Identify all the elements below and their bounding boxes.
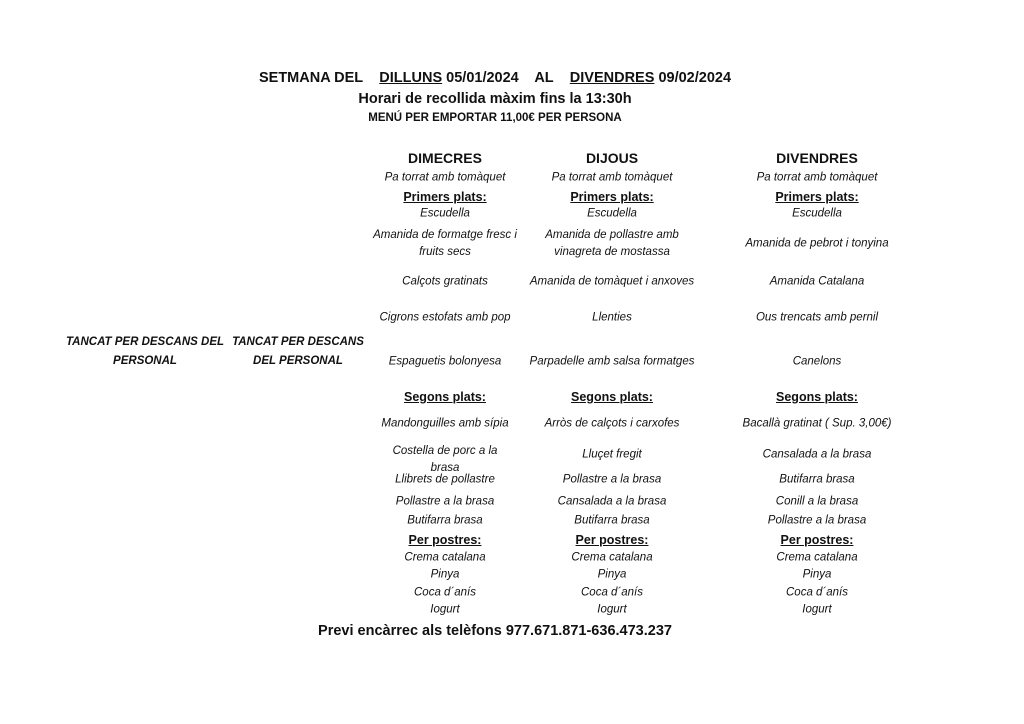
menu-item: Pinya	[597, 568, 627, 581]
menu-item: Iogurt	[802, 603, 832, 616]
al-label: AL	[534, 70, 554, 86]
start-day: DILLUNS	[379, 70, 443, 86]
menu-item: Pa torrat amb tomàquet	[756, 171, 878, 184]
pickup-time: Horari de recollida màxim fins la 13:30h	[358, 91, 632, 107]
menu-item: Coca d´anís	[413, 586, 477, 599]
menu-item: Parpadelle amb salsa formatges	[529, 355, 695, 368]
section-label: Primers plats:	[570, 190, 654, 204]
day-header: DIJOUS	[585, 150, 639, 166]
section-label: Segons plats:	[404, 390, 486, 404]
section-label: Segons plats:	[776, 390, 858, 404]
menu-item: Cansalada a la brasa	[557, 495, 667, 508]
menu-item: Pollastre a la brasa	[767, 514, 867, 527]
start-date: 05/01/2024	[446, 70, 519, 86]
menu-item: Butifarra brasa	[779, 473, 855, 486]
section-label: Primers plats:	[403, 190, 487, 204]
week-title	[259, 70, 731, 86]
menu-item: Amanida de tomàquet i anxoves	[529, 275, 695, 288]
menu-item: Pinya	[802, 568, 832, 581]
menu-item: Crema catalana	[776, 551, 858, 564]
section-label: Per postres:	[408, 533, 482, 547]
menu-item: Crema catalana	[404, 551, 486, 564]
menu-item: Crema catalana	[571, 551, 653, 564]
end-day: DIVENDRES	[569, 70, 655, 86]
section-label: Per postres:	[575, 533, 649, 547]
menu-item: Butifarra brasa	[574, 514, 650, 527]
menu-item: Coca d´anís	[785, 586, 849, 599]
closed-notice-1: TANCAT PER DESCANS DEL PERSONAL	[65, 336, 225, 367]
menu-item: Cansalada a la brasa	[762, 448, 872, 461]
menu-item: Coca d´anís	[580, 586, 644, 599]
menu-item: Llibrets de pollastre	[395, 473, 495, 486]
menu-item: Iogurt	[597, 603, 627, 616]
menu-item: Bacallà gratinat ( Sup. 3,00€)	[742, 417, 892, 430]
menu-item: Escudella	[792, 207, 842, 220]
menu-item: Canelons	[792, 355, 842, 368]
menu-item: Escudella	[420, 207, 470, 220]
menu-item: Mandonguilles amb sípia	[381, 417, 509, 430]
menu-item: Pa torrat amb tomàquet	[551, 171, 673, 184]
menu-item: Iogurt	[430, 603, 460, 616]
menu-price: MENÚ PER EMPORTAR 11,00€ PER PERSONA	[368, 112, 622, 124]
menu-item: Arròs de calçots i carxofes	[544, 417, 680, 430]
order-phones: Previ encàrrec als telèfons 977.671.871-636.473.237	[318, 623, 672, 639]
end-date: 09/02/2024	[658, 70, 732, 86]
menu-item: Cigrons estofats amb pop	[379, 311, 511, 324]
day-header: DIMECRES	[408, 150, 482, 166]
menu-item: Amanida de formatge fresc i fruits secs	[373, 229, 517, 258]
menu-item: Lluçet fregit	[582, 448, 642, 461]
menu-item: Espaguetis bolonyesa	[388, 355, 502, 368]
menu-item: Amanida de pollastre amb vinagreta de mostassa	[545, 229, 679, 258]
section-label: Per postres:	[780, 533, 854, 547]
section-label: Primers plats:	[775, 190, 859, 204]
menu-item: Pa torrat amb tomàquet	[384, 171, 506, 184]
menu-item: Ous trencats amb pernil	[755, 311, 879, 324]
menu-item: Escudella	[587, 207, 637, 220]
menu-item: Calçots gratinats	[402, 275, 488, 288]
section-label: Segons plats:	[571, 390, 653, 404]
menu-item: Amanida de pebrot i tonyina	[745, 237, 889, 250]
menu-item: Butifarra brasa	[407, 514, 483, 527]
menu-item: Pinya	[430, 568, 460, 581]
menu-item: Amanida Catalana	[769, 275, 865, 288]
menu-item: Pollastre a la brasa	[395, 495, 495, 508]
closed-notice-2: TANCAT PER DESCANS DEL PERSONAL	[232, 336, 364, 367]
day-header: DIVENDRES	[776, 150, 858, 166]
menu-item: Pollastre a la brasa	[562, 473, 662, 486]
menu-item: Conill a la brasa	[775, 495, 859, 508]
week-prefix: SETMANA DEL	[258, 70, 364, 86]
menu-item: Costella de porc a la brasa	[392, 445, 498, 473]
menu-item: Llenties	[592, 311, 632, 324]
